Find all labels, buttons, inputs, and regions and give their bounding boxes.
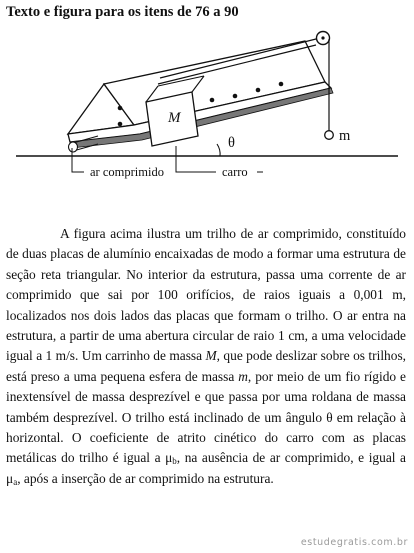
- callout-cart-line: [176, 146, 216, 172]
- hanging-mass-label: m: [339, 128, 351, 144]
- angle-arc: [217, 144, 220, 156]
- hanging-mass: [325, 131, 334, 140]
- callout-air-label: ar comprimido: [90, 165, 164, 179]
- body-paragraph: A figura acima ilustra um trilho de ar comprimido, constituído de duas placas de alumínio encaixadas de modo a formar uma estrutura de seção reta triangular. No interior da estrutura, passa uma corrente de ar comprimido que sai por 100 orifícios, de raios iguais a 0,001 m, localizados nos dois lados das placas que formam o trilho. O ar entra na estrutura, a partir de uma abertura circular de raio 1 cm, a uma velocidade igual a 1 m/s. Um carrinho de massa M, que pode deslizar sobre os trilhos, está preso a uma pequena esfera de massa m, por meio de um fio rígido e inextensível de massa desprezível e que passa por uma roldana de massa também desprezível. O trilho está inclinado de um ângulo θ em relação à horizontal. O coeficiente de atrito cinético do carro com as placas metálicas do trilho é igual a $\mu_b$, na ausência de ar comprimido, e igual a $\mu_a$, após a inserção de ar comprimido na estrutura.: [6, 226, 407, 487]
- air-track-figure: [0, 22, 414, 200]
- watermark: estudegratis.com.br: [300, 537, 408, 548]
- angle-label: θ: [228, 135, 235, 151]
- callout-cart-label: carro: [222, 165, 248, 179]
- cart-mass-label: M: [168, 110, 181, 126]
- pulley-axle: [321, 36, 324, 39]
- page-title: Texto e figura para os itens de 76 a 90: [6, 4, 239, 20]
